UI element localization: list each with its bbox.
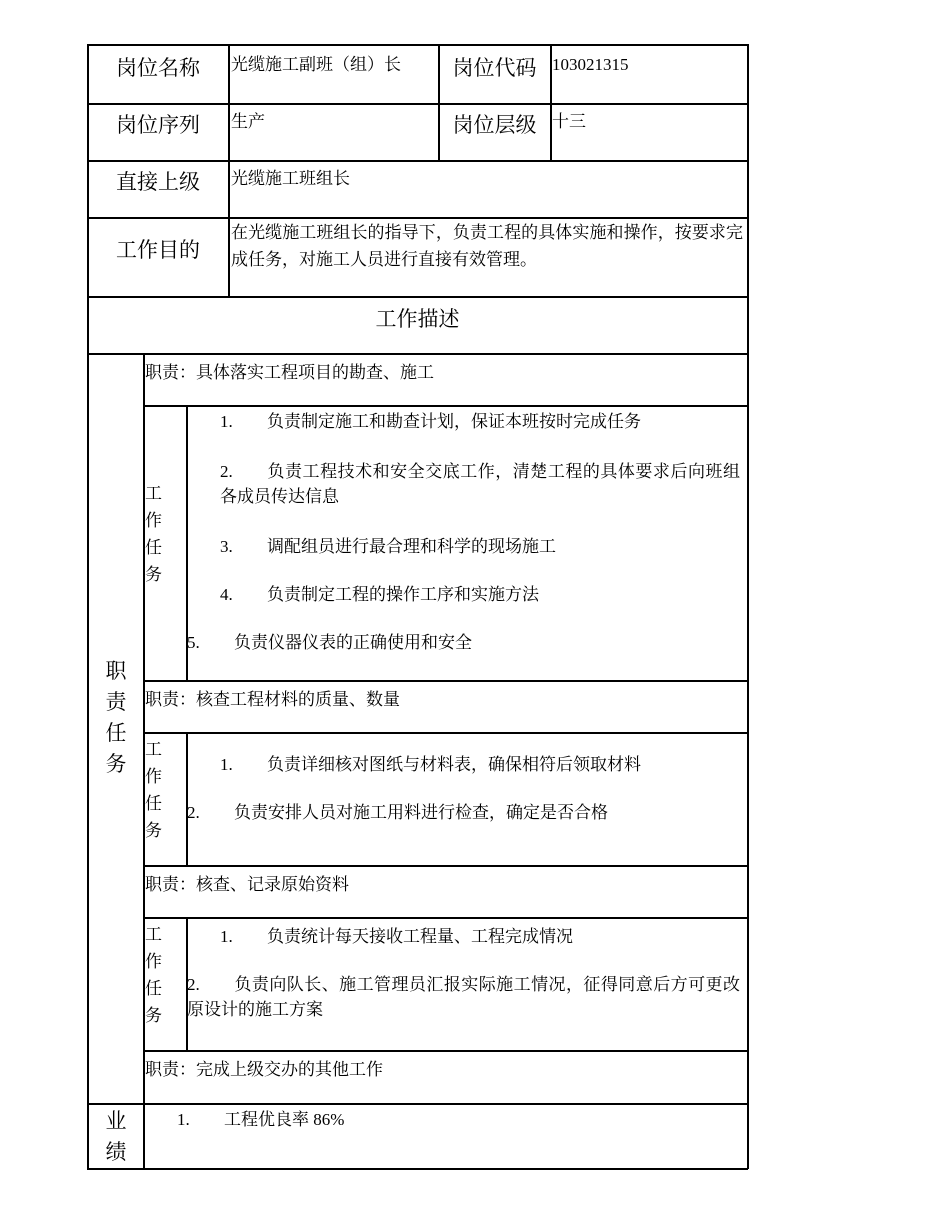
list-text: 负责仪器仪表的正确使用和安全 <box>234 633 472 652</box>
row-divider <box>87 160 748 162</box>
row-divider <box>143 865 748 867</box>
list-number: 5. <box>187 633 200 652</box>
list-number: 2. <box>187 803 200 822</box>
position-level-label: 岗位层级 <box>452 113 537 137</box>
row-divider <box>143 732 748 734</box>
list-text: 负责向队长、施工管理员汇报实际施工情况，征得同意后方可更改原设计的施工方案 <box>187 975 740 1019</box>
list-number: 3. <box>220 537 233 556</box>
list-item <box>177 1107 737 1132</box>
list-text: 负责安排人员对施工用料进行检查，确定是否合格 <box>234 803 608 822</box>
duties-tasks-label: 职责任务 <box>105 659 127 776</box>
work-task-label: 工作任务 <box>145 740 162 840</box>
list-item <box>187 630 742 655</box>
work-purpose-label: 工作目的 <box>116 238 200 262</box>
list-text: 负责详细核对图纸与材料表，确保相符后领取材料 <box>267 755 641 774</box>
list-item <box>220 459 740 509</box>
performance-label: 业绩 <box>105 1109 127 1164</box>
row-divider <box>143 1050 748 1052</box>
list-text: 负责制定施工和勘查计划，保证本班按时完成任务 <box>267 412 641 431</box>
list-item <box>187 800 742 825</box>
work-task-label: 工作任务 <box>145 925 162 1025</box>
list-item <box>220 752 740 777</box>
list-item <box>220 534 740 559</box>
position-name-value: 光缆施工副班（组）长 <box>231 55 401 74</box>
work-purpose-value: 在光缆施工班组长的指导下，负责工程的具体实施和操作，按要求完成任务，对施工人员进行直接有效管理。 <box>231 223 743 269</box>
list-number: 1. <box>177 1110 190 1129</box>
row-divider <box>143 680 748 682</box>
direct-superior-value: 光缆施工班组长 <box>231 169 350 188</box>
row-divider <box>87 353 748 355</box>
list-number: 2. <box>220 462 233 481</box>
position-code-label: 岗位代码 <box>452 56 537 80</box>
table-border-top <box>87 44 748 46</box>
col-divider <box>186 732 188 866</box>
table-border-right <box>747 44 749 1169</box>
list-item <box>187 972 740 1022</box>
list-item <box>220 409 740 434</box>
list-text: 工程优良率 86% <box>224 1110 345 1129</box>
row-divider <box>87 103 748 105</box>
row-divider <box>87 1103 748 1105</box>
position-code-value: 103021315 <box>552 55 629 74</box>
duty-title: 职责：完成上级交办的其他工作 <box>145 1060 383 1079</box>
list-item <box>220 924 740 949</box>
list-number: 2. <box>187 975 200 994</box>
list-number: 1. <box>220 927 233 946</box>
col-divider <box>228 44 230 297</box>
list-number: 1. <box>220 412 233 431</box>
position-level-value: 十三 <box>552 112 586 131</box>
work-task-label: 工作任务 <box>145 484 162 584</box>
list-number: 1. <box>220 755 233 774</box>
table-border-bottom <box>87 1168 748 1170</box>
position-series-label: 岗位序列 <box>116 113 200 137</box>
list-text: 负责制定工程的操作工序和实施方法 <box>267 585 539 604</box>
table-border-left <box>87 44 89 1169</box>
list-item <box>220 582 740 607</box>
duty-title: 职责：具体落实工程项目的勘查、施工 <box>145 363 434 382</box>
list-text: 调配组员进行最合理和科学的现场施工 <box>267 537 556 556</box>
direct-superior-label: 直接上级 <box>116 170 200 194</box>
list-number: 4. <box>220 585 233 604</box>
position-series-value: 生产 <box>231 112 265 131</box>
position-name-label: 岗位名称 <box>116 56 200 80</box>
list-text: 负责工程技术和安全交底工作，清楚工程的具体要求后向班组各成员传达信息 <box>220 462 740 506</box>
row-divider <box>143 917 748 919</box>
section-title: 工作描述 <box>375 307 460 331</box>
row-divider <box>87 296 748 298</box>
row-divider <box>143 405 748 407</box>
list-text: 负责统计每天接收工程量、工程完成情况 <box>267 927 573 946</box>
duty-title: 职责：核查、记录原始资料 <box>145 875 349 894</box>
duty-title: 职责：核查工程材料的质量、数量 <box>145 690 400 709</box>
